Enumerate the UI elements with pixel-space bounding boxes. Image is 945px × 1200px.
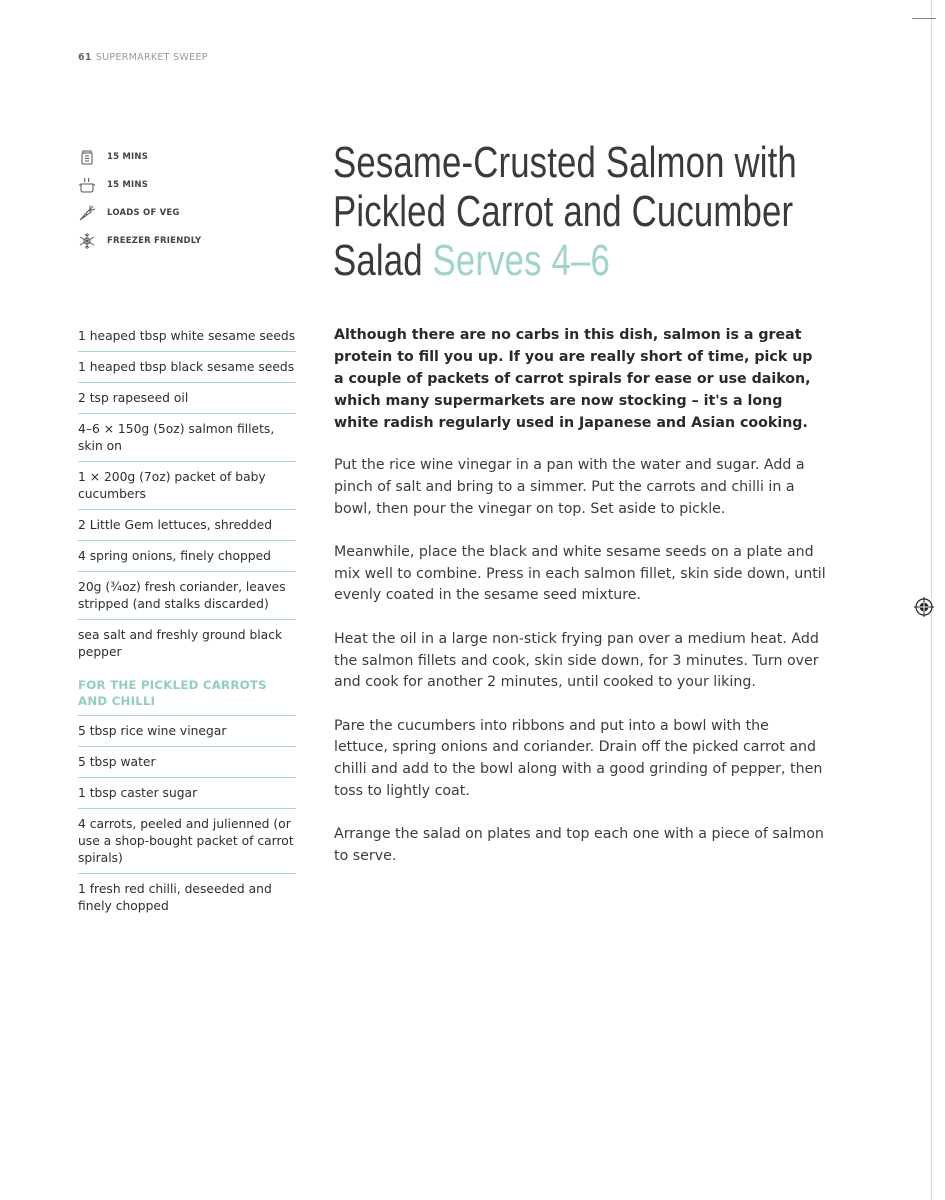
freezer-info: FREEZER FRIENDLY — [78, 227, 278, 255]
pickled-subheading: FOR THE PICKLED CARROTS AND CHILLI — [78, 673, 296, 716]
timer-icon — [78, 148, 96, 166]
ingredient-item: 4 spring onions, finely chopped — [78, 547, 296, 572]
ingredient-item: 2 Little Gem lettuces, shredded — [78, 516, 296, 541]
title-line: Pickled Carrot and Cucumber — [333, 187, 794, 236]
ingredients-list — [78, 327, 296, 927]
cook-time: 15 MINS — [78, 171, 278, 199]
ingredient-item: sea salt and freshly ground black pepper — [78, 628, 283, 659]
method-step: Arrange the salad on plates and top each one with a piece of salmon to serve. — [334, 826, 824, 865]
pickled-ingredient-item: 5 tbsp rice wine vinegar — [78, 722, 296, 747]
pickled-ingredient-item: 1 fresh red chilli, deseeded and finely chopped — [78, 882, 272, 913]
section-name: SUPERMARKET SWEEP — [95, 52, 208, 63]
pickled-ingredient-item: 1 tbsp caster sugar — [78, 784, 296, 809]
ingredient-item: 20g (¾oz) fresh coriander, leaves stripped (and stalks discarded) — [78, 578, 296, 620]
pickled-ingredient-item: 4 carrots, peeled and julienned (or use a shop-bought packet of carrot spirals) — [78, 815, 296, 874]
title-line-3 — [333, 236, 744, 285]
intro-paragraph: Although there are no carbs in this dish, salmon is a great protein to fill you up. If you are really short of time, pick up a couple of packets of carrot spirals for ease or use daikon, which many supermarkets are now stocking – it's a long white radish regularly used in Japanese and Asian cooking. — [334, 327, 813, 431]
ingredient-item: 1 heaped tbsp white sesame seeds — [78, 327, 296, 352]
snowflake-icon — [78, 232, 96, 250]
carrot-icon — [78, 204, 96, 222]
method-steps — [334, 455, 826, 889]
running-header — [78, 52, 208, 63]
method-step: Put the rice wine vinegar in a pan with the water and sugar. Add a pinch of salt and bring to a simmer. Put the carrots and chilli in a bowl, then pour the vinegar on top. Set aside to pickle. — [334, 457, 805, 517]
ingredient-item: 1 heaped tbsp black sesame seeds — [78, 358, 296, 383]
ingredient-item: 1 × 200g (7oz) packet of baby cucumbers — [78, 468, 296, 510]
title-line: Sesame-Crusted Salmon with — [333, 138, 797, 187]
method-step: Pare the cucumbers into ribbons and put into a bowl with the lettuce, spring onions and coriander. Drain off the picked carrot and chilli and add to the bowl along with a good grinding of pepper, then toss to lightly coat. — [334, 717, 823, 800]
prep-time: 15 MINS — [78, 143, 278, 171]
recipe-title — [333, 138, 797, 285]
page-number: 61 — [78, 52, 92, 63]
crop-mark — [912, 18, 936, 19]
pickled-ingredient-item: 5 tbsp water — [78, 753, 296, 778]
ingredient-item: 4–6 × 150g (5oz) salmon fillets, skin on — [78, 420, 296, 462]
serves-label: Serves 4–6 — [432, 236, 610, 285]
method-step: Meanwhile, place the black and white sesame seeds on a plate and mix well to combine. Press in each salmon fillet, skin side down, until evenly coated in the sesame seed mixture. — [334, 543, 826, 604]
recipe-meta — [78, 143, 278, 255]
title-line: Salad — [333, 236, 423, 285]
cooking-pot-icon — [78, 176, 96, 194]
method-step: Heat the oil in a large non-stick frying pan over a medium heat. Add the salmon fillets and cook, skin side down, for 3 minutes. Turn over and cook for another 2 minutes, until cooked to your liking. — [334, 630, 819, 691]
veg-info: LOADS OF VEG — [78, 199, 278, 227]
ingredient-item: 2 tsp rapeseed oil — [78, 389, 296, 414]
registration-mark-icon — [914, 597, 934, 617]
